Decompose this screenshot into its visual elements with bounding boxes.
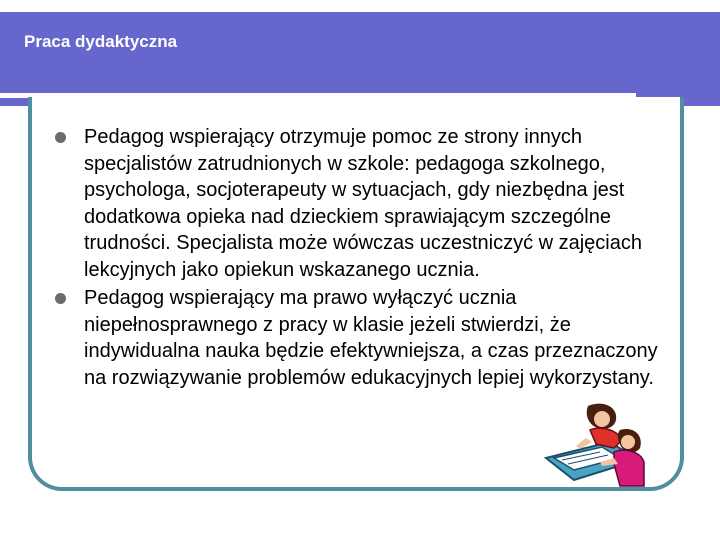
slide-title: Praca dydaktyczna [24,32,178,51]
bullet-text: Pedagog wspierający otrzymuje pomoc ze strony innych specjalistów zatrudnionych w szkole: pedagoga szkolnego, psychologa, socjoterapeuty w sytuacjach, gdy niezbędna jest dodatkowa opieka nad dzieckiem sprawiającym szczególne trudności. Specjalista może wówczas uczestniczyć w zajęciach lekcyjnych jako opiekun wskazanego ucznia. [84,126,642,281]
slide-header [0,12,720,106]
bullet-text: Pedagog wspierający ma prawo wyłączyć ucznia niepełnosprawnego z pracy w klasie jeżeli stwierdzi, że indywidualna nauka będzie efektywniejsza, a czas przeznaczony na rozwiązywanie problemów edukacyjnych lepiej wykorzystany. [84,287,658,389]
teacher-helping-student-icon [540,400,650,490]
bullet-item [55,124,675,283]
bullet-dot-icon [55,132,66,143]
bullet-dot-icon [55,293,66,304]
slide-body [55,124,675,391]
bullet-item [55,285,675,391]
